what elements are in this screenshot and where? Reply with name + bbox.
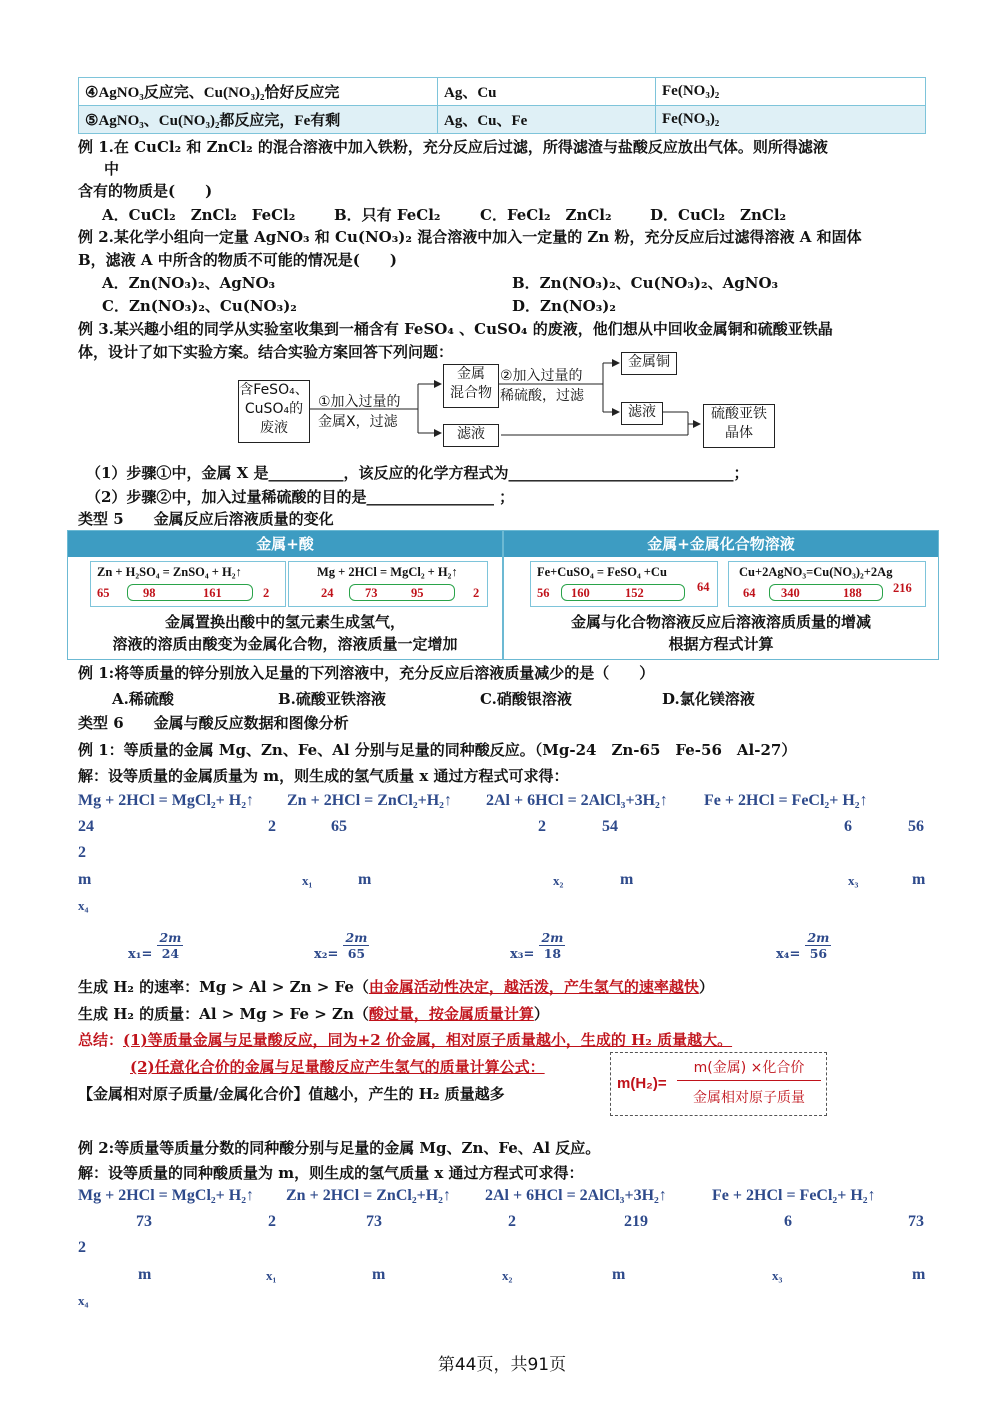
table-cell: Fe(NO₃)₂ xyxy=(656,106,926,134)
equation: Fe + 2HCl = FeCl₂+ H₂↑ xyxy=(704,792,868,809)
unknown-value: x₂ xyxy=(502,1268,513,1283)
flow-mix-box xyxy=(443,364,499,408)
option-a: A.稀硫酸 xyxy=(112,690,174,708)
flow-crystal-box xyxy=(703,404,775,448)
note-line: 根据方程式计算 xyxy=(668,635,774,653)
note-line: 金属置换出酸中的氢元素生成氢气， xyxy=(164,613,405,631)
formula-lhs: m(H₂)= xyxy=(617,1075,667,1092)
table-cell: Ag、Cu、Fe xyxy=(438,106,656,134)
summary-1 xyxy=(78,1029,732,1050)
mass-number: 152 xyxy=(625,586,644,600)
fraction-lhs: x₁= xyxy=(128,947,153,962)
mass-number: 24 xyxy=(321,586,334,600)
type6-ex2: 例 2:等质量等质量分数的同种酸分别与足量的金属 Mg、Zn、Fe、Al 反应。 xyxy=(78,1139,601,1157)
equation: 2Al + 6HCl = 2AlCl₃+3H₂↑ xyxy=(485,1187,667,1204)
option-b: B．Zn(NO₃)₂、Cu(NO₃)₂、AgNO₃ xyxy=(512,274,779,292)
rate-note: 由金属活动性决定，越活泼，产生氢气的速率越快 xyxy=(368,978,699,996)
fraction xyxy=(314,930,369,961)
mass-value: 2 xyxy=(508,1213,516,1230)
flow-filtrate-box: 滤液 xyxy=(443,424,499,447)
type5-table xyxy=(67,530,939,660)
flow-text: 混合物 xyxy=(450,385,492,401)
type5-note-left xyxy=(68,611,502,655)
rate-text: 生成 H₂ 的速率：Mg > Al > Zn > Fe（ xyxy=(78,978,369,996)
mass-end: ） xyxy=(533,1005,549,1023)
mass-number: 2 xyxy=(473,586,480,600)
equation-box xyxy=(530,561,718,607)
type6-sol1: 解：设等质量的金属质量为 m，则生成的氢气质量 x 通过方程式可求得： xyxy=(78,767,569,785)
mass-line xyxy=(78,1003,549,1024)
unknown-value: x₄ xyxy=(78,898,89,913)
rate-line xyxy=(78,976,714,997)
mass-number: 188 xyxy=(843,586,862,600)
mass-note: 酸过量，按金属质量计算 xyxy=(368,1005,534,1023)
summary-text: (1)等质量金属与足量酸反应，同为+2 价金属，相对原子质量越小，生成的 H₂ 质量越大。 xyxy=(123,1031,733,1049)
unknown-value: m xyxy=(612,1266,626,1283)
mass-number: 64 xyxy=(697,580,710,594)
flow-copper-box: 金属铜 xyxy=(621,352,677,375)
ex3-question: 例 3.某兴趣小组的同学从实验室收集到一桶含有 FeSO₄ 、CuSO₄ 的废液，他们想从中回收金属铜和硫酸亚铁晶 xyxy=(78,320,833,338)
unknown-value: m xyxy=(78,871,92,888)
unknown-value: m xyxy=(620,871,634,888)
summary-bracket: 【金属相对原子质量/金属化合价】值越小，产生的 H₂ 质量越多 xyxy=(78,1085,505,1103)
flow-text: ②加入过量的 xyxy=(500,368,583,384)
mass-value: 2 xyxy=(78,844,86,861)
formula-num: m(金属) ×化合价 xyxy=(677,1057,821,1081)
option-d: D．CuCl₂ ZnCl₂ xyxy=(650,206,787,224)
fraction-num: 2m xyxy=(807,930,830,945)
fraction-den: 24 xyxy=(161,946,180,961)
mass-value: 24 xyxy=(78,818,94,835)
fraction-lhs: x₂= xyxy=(314,947,339,962)
unknown-value: m xyxy=(138,1266,152,1283)
mass-value: 6 xyxy=(844,818,852,835)
option-d: D．Zn(NO₃)₂ xyxy=(512,297,616,315)
unknown-value: x₃ xyxy=(848,873,859,888)
mass-number: 2 xyxy=(263,586,270,600)
ex3-question-line2: 体，设计了如下实验方案。结合实验方案回答下列问题： xyxy=(78,343,454,361)
mass-value: 65 xyxy=(331,818,347,835)
fraction-num: 2m xyxy=(159,930,182,945)
summary-label: 总结： xyxy=(78,1031,124,1049)
equation-box xyxy=(90,561,286,607)
mass-value: 73 xyxy=(136,1213,152,1230)
fraction xyxy=(776,930,831,961)
mass-value: 2 xyxy=(78,1239,86,1256)
mass-value: 2 xyxy=(538,818,546,835)
option-b: B．只有 FeCl₂ xyxy=(334,206,441,224)
ex1-question-line2: 含有的物质是( ) xyxy=(78,182,213,200)
type5-note-right xyxy=(504,611,938,655)
mass-value: 56 xyxy=(908,818,924,835)
type6-title: 类型 6 金属与酸反应数据和图像分析 xyxy=(78,714,349,732)
equation: Zn + 2HCl = ZnCl₂+H₂↑ xyxy=(286,1187,451,1204)
fraction-lhs: x₃= xyxy=(510,947,535,962)
mass-number: 340 xyxy=(781,586,800,600)
unknown-value: x₂ xyxy=(553,873,564,888)
flow-text: 硫酸亚铁 xyxy=(711,406,767,422)
flow-text: 晶体 xyxy=(725,425,753,441)
equation-text: Cu+2AgNO₃=Cu(NO₃)₂+2Ag xyxy=(739,565,893,579)
fraction-lhs: x₄= xyxy=(776,947,801,962)
fraction-num: 2m xyxy=(345,930,368,945)
option-d: D.氯化镁溶液 xyxy=(662,690,755,708)
formula-den: 金属相对原子质量 xyxy=(693,1090,805,1106)
equation: Mg + 2HCl = MgCl₂+ H₂↑ xyxy=(78,792,255,809)
rate-end: ） xyxy=(698,978,714,996)
flow-filtrate2-box: 滤液 xyxy=(621,402,663,425)
option-c: C.硝酸银溶液 xyxy=(480,690,572,708)
option-b: B.硫酸亚铁溶液 xyxy=(278,690,386,708)
flow-step1-label xyxy=(318,392,401,432)
ex3-q2: （2）步骤②中，加入过量稀硫酸的目的是_________________ ； xyxy=(86,488,515,506)
note-line: 金属与化合物溶液反应后溶液溶质质量的增减 xyxy=(570,613,871,631)
unknown-value: x₁ xyxy=(302,873,313,888)
type5-header-right: 金属+金属化合物溶液 xyxy=(504,531,938,557)
type5-header-left: 金属+酸 xyxy=(68,531,502,557)
mass-number: 216 xyxy=(893,581,912,595)
option-c: C．Zn(NO₃)₂、Cu(NO₃)₂ xyxy=(102,297,297,315)
option-a: A．Zn(NO₃)₂、AgNO₃ xyxy=(102,274,276,292)
mass-number: 65 xyxy=(97,586,110,600)
mass-value: 2 xyxy=(268,1213,276,1230)
mass-value: 54 xyxy=(602,818,618,835)
unknown-value: m xyxy=(912,1266,926,1283)
unknown-value: x₃ xyxy=(772,1268,783,1283)
equation-text: Zn + H₂SO₄ = ZnSO₄ + H₂↑ xyxy=(97,565,242,579)
mass-number: 73 xyxy=(365,586,378,600)
equation: Mg + 2HCl = MgCl₂+ H₂↑ xyxy=(78,1187,255,1204)
mass-number: 64 xyxy=(743,586,756,600)
fraction xyxy=(510,930,565,961)
mass-number: 161 xyxy=(203,586,222,600)
flow-text: 废液 xyxy=(260,420,288,436)
mass-number: 95 xyxy=(411,586,424,600)
ex2-question-line2: B，滤液 A 中所含的物质不可能的情况是( ) xyxy=(78,251,397,269)
ex3-q1: （1）步骤①中，金属 X 是__________，该反应的化学方程式为______________________________； xyxy=(86,464,749,482)
mass-value: 73 xyxy=(366,1213,382,1230)
flow-text: 含FeSO₄、 xyxy=(239,382,309,398)
type6-ex1: 例 1：等质量的金属 Mg、Zn、Fe、Al 分别与足量的同种酸反应。（Mg-24 Zn-65 Fe-56 Al-27） xyxy=(78,741,797,759)
equation: 2Al + 6HCl = 2AlCl₃+3H₂↑ xyxy=(486,792,668,809)
flow-text: ①加入过量的 xyxy=(318,394,401,410)
ex1-question: 例 1.在 CuCl₂ 和 ZnCl₂ 的混合溶液中加入铁粉，充分反应后过滤，所得滤渣与盐酸反应放出气体。则所得滤液 xyxy=(78,138,828,156)
type5-ex1: 例 1:将等质量的锌分别放入足量的下列溶液中，充分反应后溶液质量减少的是（ ） xyxy=(78,664,655,682)
table-cell: ⑤AgNO₃、Cu(NO₃)₂都反应完，Fe有剩 xyxy=(79,106,438,134)
unknown-value: x₁ xyxy=(266,1268,277,1283)
table-cell: Ag、Cu xyxy=(438,78,656,106)
ex2-question: 例 2.某化学小组向一定量 AgNO₃ 和 Cu(NO₃)₂ 混合溶液中加入一定量的 Zn 粉，充分反应后过滤得溶液 A 和固体 xyxy=(78,228,862,246)
type5-title: 类型 5 金属反应后溶液质量的变化 xyxy=(78,510,334,528)
mass-value: 219 xyxy=(624,1213,648,1230)
mass-value: 6 xyxy=(784,1213,792,1230)
mass-value: 2 xyxy=(268,818,276,835)
fraction-den: 18 xyxy=(543,946,562,961)
summary-2: (2)任意化合价的金属与足量酸反应产生氢气的质量计算公式： xyxy=(130,1058,545,1076)
ex1-question-cont: 中 xyxy=(104,160,120,178)
flow-text: 金属X，过滤 xyxy=(318,414,398,430)
equation-box xyxy=(728,561,926,607)
table-cell: Fe(NO₃)₂ xyxy=(656,78,926,106)
unknown-value: m xyxy=(372,1266,386,1283)
flow-text: CuSO₄的 xyxy=(244,401,304,417)
mass-text: 生成 H₂ 的质量：Al > Mg > Fe > Zn（ xyxy=(78,1005,369,1023)
table-cell: ④AgNO₃反应完、Cu(NO₃)₂恰好反应完 xyxy=(79,78,438,106)
type6-sol2: 解：设等质量的同种酸质量为 m，则生成的氢气质量 x 通过方程式可求得： xyxy=(78,1164,584,1182)
mass-number: 56 xyxy=(537,586,550,600)
fraction-num: 2m xyxy=(541,930,564,945)
mass-number: 98 xyxy=(143,586,156,600)
equation: Zn + 2HCl = ZnCl₂+H₂↑ xyxy=(287,792,452,809)
mass-number: 160 xyxy=(571,586,590,600)
flow-text: 稀硫酸，过滤 xyxy=(500,388,584,404)
page-footer: 第44页，共91页 xyxy=(437,1355,567,1375)
unknown-value: m xyxy=(358,871,372,888)
flow-step2-label xyxy=(500,366,584,406)
flow-waste-box xyxy=(238,380,310,443)
fraction-den: 65 xyxy=(347,946,366,961)
unknown-value: m xyxy=(912,871,926,888)
equation-box xyxy=(288,561,488,607)
option-c: C．FeCl₂ ZnCl₂ xyxy=(480,206,612,224)
mass-value: 73 xyxy=(908,1213,924,1230)
fraction-den: 56 xyxy=(809,946,828,961)
unknown-value: x₄ xyxy=(78,1293,89,1308)
note-line: 溶液的溶质由酸变为金属化合物，溶液质量一定增加 xyxy=(112,635,458,653)
fraction xyxy=(128,930,183,961)
formula-box xyxy=(610,1052,827,1116)
flow-text: 金属 xyxy=(457,366,485,382)
option-a: A．CuCl₂ ZnCl₂ FeCl₂ xyxy=(102,206,296,224)
equation: Fe + 2HCl = FeCl₂+ H₂↑ xyxy=(712,1187,876,1204)
equation-text: Fe+CuSO₄ = FeSO₄ +Cu xyxy=(537,565,667,579)
equation-text: Mg + 2HCl = MgCl₂ + H₂↑ xyxy=(317,565,458,579)
